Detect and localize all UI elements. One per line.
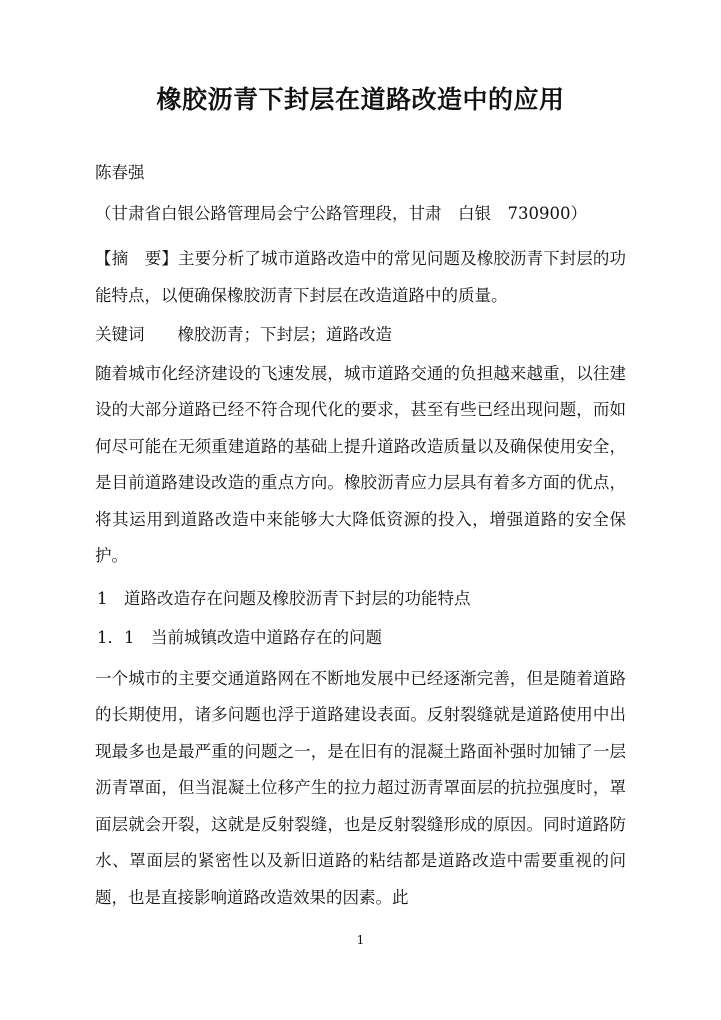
author-affiliation: （甘肃省白银公路管理局会宁公路管理段，甘肃 白银 730900）: [95, 204, 587, 223]
abstract-text: 【摘 要】主要分析了城市道路改造中的常见问题及橡胶沥青下封层的功能特点，以便确保橡胶沥青下封层在改造道路中的质量。: [95, 249, 626, 305]
keywords-text: 关键词 橡胶沥青；下封层；道路改造: [95, 325, 392, 344]
page-number: 1: [356, 933, 365, 947]
document-body: [95, 0, 626, 916]
section-heading-1: 1 道路改造存在问题及橡胶沥青下封层的功能特点: [97, 588, 471, 608]
introduction-paragraph: 随着城市化经济建设的飞速发展，城市道路交通的负担越来越重，以往建设的大部分道路已经不符合现代化的要求，甚至有些已经出现问题，而如何尽可能在无须重建道路的基础上提升道路改造质量以及确保使用安全，是目前道路建设改造的重点方向。橡胶沥青应力层具有着多方面的优点，将其运用到道路改造中来能够大大降低资源的投入，增强道路的安全保护。: [95, 363, 626, 565]
page-title: 橡胶沥青下封层在道路改造中的应用: [156, 85, 565, 114]
author-name: 陈春强: [95, 163, 145, 182]
section-body-paragraph: 一个城市的主要交通道路网在不断地发展中已经逐渐完善，但是随着道路的长期使用，诸多问题也浮于道路建设表面。反射裂缝就是道路使用中出现最多也是最严重的问题之一，是在旧有的混凝土路面补强时加铺了一层沥青罩面，但当混凝土位移产生的拉力超过沥青罩面层的抗拉强度时，罩面层就会开裂，这就是反射裂缝，也是反射裂缝形成的原因。同时道路防水、罩面层的紧密性以及新旧道路的粘结都是道路改造中需要重视的问题，也是直接影响道路改造效果的因素。此: [95, 668, 626, 907]
section-heading-1-1: 1．1 当前城镇改造中道路存在的问题: [97, 628, 382, 647]
